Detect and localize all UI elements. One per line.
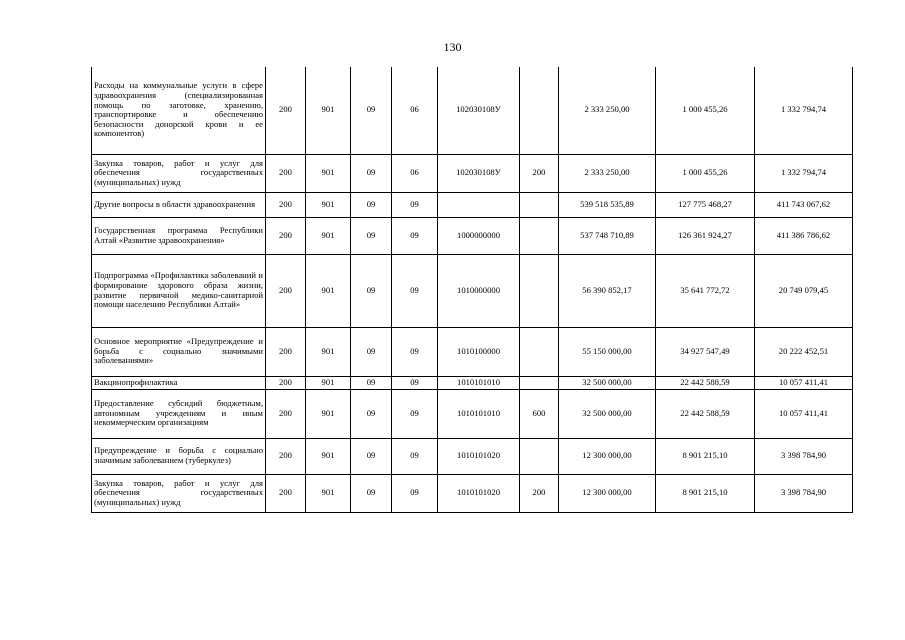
executed-amount-cell: 22 442 588,59	[656, 389, 755, 438]
admin-code-cell: 200	[266, 217, 306, 254]
remaining-amount-cell: 411 743 067,62	[755, 192, 853, 217]
target-article-cell: 1010000000	[438, 254, 520, 327]
section-code-cell: 09	[351, 327, 392, 376]
row-name-cell: Предупреждение и борьба с социально значимым заболеванием (туберкулез)	[92, 438, 266, 474]
table-row	[92, 154, 853, 192]
table-row	[92, 438, 853, 474]
executed-amount-cell: 8 901 215,10	[656, 474, 755, 512]
ministry-code-cell: 901	[306, 254, 351, 327]
target-article-cell: 1010101010	[438, 389, 520, 438]
ministry-code-cell: 901	[306, 438, 351, 474]
subsection-code-cell: 06	[392, 154, 438, 192]
table-row	[92, 389, 853, 438]
target-article-cell: 102030108У	[438, 67, 520, 154]
target-article-cell: 102030108У	[438, 154, 520, 192]
remaining-amount-cell: 411 386 786,62	[755, 217, 853, 254]
target-article-cell	[438, 192, 520, 217]
executed-amount-cell: 126 361 924,27	[656, 217, 755, 254]
subsection-code-cell: 09	[392, 376, 438, 389]
section-code-cell: 09	[351, 254, 392, 327]
expense-type-cell: 200	[520, 474, 559, 512]
table-row	[92, 217, 853, 254]
executed-amount-cell: 8 901 215,10	[656, 438, 755, 474]
target-article-cell: 1010101010	[438, 376, 520, 389]
executed-amount-cell: 35 641 772,72	[656, 254, 755, 327]
approved-amount-cell: 537 748 710,89	[559, 217, 656, 254]
ministry-code-cell: 901	[306, 154, 351, 192]
row-name-cell: Основное мероприятие «Предупреждение и борьба с социально значимыми заболеваниями»	[92, 327, 266, 376]
admin-code-cell: 200	[266, 376, 306, 389]
target-article-cell: 1000000000	[438, 217, 520, 254]
subsection-code-cell: 09	[392, 254, 438, 327]
subsection-code-cell: 06	[392, 67, 438, 154]
approved-amount-cell: 32 500 000,00	[559, 389, 656, 438]
remaining-amount-cell: 3 398 784,90	[755, 474, 853, 512]
section-code-cell: 09	[351, 192, 392, 217]
target-article-cell: 1010101020	[438, 474, 520, 512]
approved-amount-cell: 32 500 000,00	[559, 376, 656, 389]
row-name-cell: Расходы на коммунальные услуги в сфере здравоохранения (специализированная помощь по заготовке, хранению, транспортировке и обеспечению безопасности донорской крови и ее компонентов)	[92, 67, 266, 154]
ministry-code-cell: 901	[306, 192, 351, 217]
ministry-code-cell: 901	[306, 327, 351, 376]
row-name-cell: Закупка товаров, работ и услуг для обеспечения государственных (муниципальных) нужд	[92, 474, 266, 512]
admin-code-cell: 200	[266, 438, 306, 474]
section-code-cell: 09	[351, 438, 392, 474]
section-code-cell: 09	[351, 474, 392, 512]
row-name-cell: Закупка товаров, работ и услуг для обеспечения государственных (муниципальных) нужд	[92, 154, 266, 192]
expense-type-cell	[520, 192, 559, 217]
subsection-code-cell: 09	[392, 474, 438, 512]
approved-amount-cell: 55 150 000,00	[559, 327, 656, 376]
approved-amount-cell: 56 390 852,17	[559, 254, 656, 327]
remaining-amount-cell: 1 332 794,74	[755, 67, 853, 154]
expense-type-cell: 600	[520, 389, 559, 438]
row-name-cell: Государственная программа Республики Алтай «Развитие здравоохранения»	[92, 217, 266, 254]
expense-type-cell	[520, 67, 559, 154]
target-article-cell: 1010101020	[438, 438, 520, 474]
table-row	[92, 67, 853, 154]
subsection-code-cell: 09	[392, 217, 438, 254]
executed-amount-cell: 127 775 468,27	[656, 192, 755, 217]
remaining-amount-cell: 10 057 411,41	[755, 376, 853, 389]
subsection-code-cell: 09	[392, 192, 438, 217]
table-row	[92, 192, 853, 217]
admin-code-cell: 200	[266, 192, 306, 217]
subsection-code-cell: 09	[392, 327, 438, 376]
executed-amount-cell: 1 000 455,26	[656, 67, 755, 154]
subsection-code-cell: 09	[392, 438, 438, 474]
section-code-cell: 09	[351, 217, 392, 254]
row-name-cell: Предоставление субсидий бюджетным, автономным учреждениям и иным некоммерческим организациям	[92, 389, 266, 438]
expense-type-cell: 200	[520, 154, 559, 192]
approved-amount-cell: 2 333 250,00	[559, 154, 656, 192]
row-name-cell: Другие вопросы в области здравоохранения	[92, 192, 266, 217]
executed-amount-cell: 1 000 455,26	[656, 154, 755, 192]
subsection-code-cell: 09	[392, 389, 438, 438]
ministry-code-cell: 901	[306, 474, 351, 512]
section-code-cell: 09	[351, 389, 392, 438]
ministry-code-cell: 901	[306, 67, 351, 154]
remaining-amount-cell: 1 332 794,74	[755, 154, 853, 192]
remaining-amount-cell: 20 222 452,51	[755, 327, 853, 376]
expense-type-cell	[520, 254, 559, 327]
section-code-cell: 09	[351, 376, 392, 389]
remaining-amount-cell: 10 057 411,41	[755, 389, 853, 438]
approved-amount-cell: 12 300 000,00	[559, 438, 656, 474]
page-number: 130	[443, 40, 462, 54]
table-row	[92, 327, 853, 376]
row-name-cell: Подпрограмма «Профилактика заболеваний и формирование здорового образа жизни, развитие первичной медико-санитарной помощи населению Республики Алтай»	[92, 254, 266, 327]
approved-amount-cell: 12 300 000,00	[559, 474, 656, 512]
admin-code-cell: 200	[266, 254, 306, 327]
expense-type-cell	[520, 376, 559, 389]
remaining-amount-cell: 20 749 079,45	[755, 254, 853, 327]
admin-code-cell: 200	[266, 327, 306, 376]
section-code-cell: 09	[351, 67, 392, 154]
row-name-cell: Вакцинопрофилактика	[92, 376, 266, 389]
admin-code-cell: 200	[266, 474, 306, 512]
table-row	[92, 474, 853, 512]
ministry-code-cell: 901	[306, 217, 351, 254]
expense-type-cell	[520, 327, 559, 376]
budget-table	[91, 67, 853, 513]
target-article-cell: 1010100000	[438, 327, 520, 376]
expense-type-cell	[520, 217, 559, 254]
executed-amount-cell: 34 927 547,49	[656, 327, 755, 376]
expense-type-cell	[520, 438, 559, 474]
approved-amount-cell: 539 518 535,89	[559, 192, 656, 217]
table-row	[92, 254, 853, 327]
ministry-code-cell: 901	[306, 376, 351, 389]
admin-code-cell: 200	[266, 67, 306, 154]
approved-amount-cell: 2 333 250,00	[559, 67, 656, 154]
remaining-amount-cell: 3 398 784,90	[755, 438, 853, 474]
ministry-code-cell: 901	[306, 389, 351, 438]
admin-code-cell: 200	[266, 154, 306, 192]
executed-amount-cell: 22 442 588,59	[656, 376, 755, 389]
admin-code-cell: 200	[266, 389, 306, 438]
table-row	[92, 376, 853, 389]
section-code-cell: 09	[351, 154, 392, 192]
